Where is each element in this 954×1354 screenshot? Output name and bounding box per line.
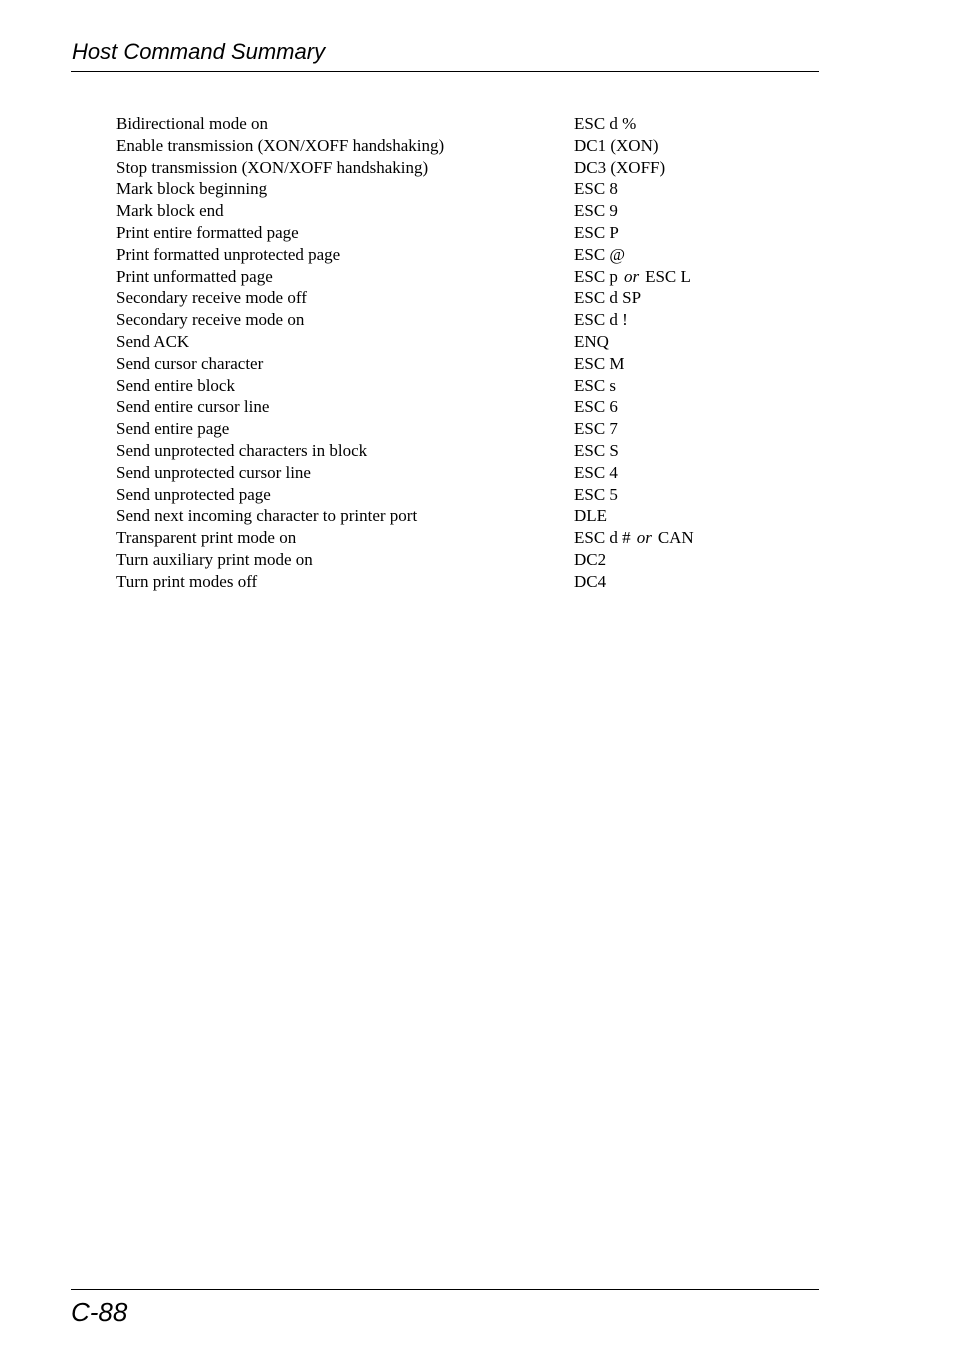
- command-code: [574, 157, 766, 179]
- command-row: [116, 462, 766, 484]
- command-row: [116, 418, 766, 440]
- command-code-part: DLE: [574, 506, 608, 526]
- command-code: [574, 375, 766, 397]
- command-row: [116, 222, 766, 244]
- command-row: [116, 505, 766, 527]
- command-row: [116, 113, 766, 135]
- command-code-part: ESC M: [574, 353, 625, 373]
- command-description: Mark block beginning: [116, 179, 268, 199]
- command-description: Send unprotected cursor line: [116, 462, 311, 482]
- command-description: Send entire cursor line: [116, 397, 270, 417]
- command-code-part: ESC 4: [574, 462, 618, 482]
- command-code: [574, 266, 766, 288]
- command-description: Send next incoming character to printer port: [116, 506, 418, 526]
- command-row: [116, 396, 766, 418]
- command-code-part: ESC S: [574, 440, 619, 460]
- command-description: Print entire formatted page: [116, 222, 299, 242]
- or-separator: or: [623, 266, 640, 286]
- command-code-part: ESC d SP: [574, 288, 642, 308]
- command-code-part: ESC d %: [574, 114, 637, 133]
- command-description: Secondary receive mode off: [116, 288, 307, 308]
- command-code-part: DC1 (XON): [574, 135, 659, 155]
- command-description: Secondary receive mode on: [116, 310, 305, 330]
- command-description: Send cursor character: [116, 353, 264, 373]
- command-code-part: ENQ: [574, 331, 609, 351]
- command-code-part: DC2: [574, 549, 607, 569]
- command-description: Bidirectional mode on: [116, 114, 269, 133]
- command-row: [116, 484, 766, 506]
- command-row: [116, 266, 766, 288]
- command-code: [574, 484, 766, 506]
- command-row: [116, 135, 766, 157]
- command-description: Print formatted unprotected page: [116, 244, 341, 264]
- command-table: [116, 113, 766, 593]
- command-row: [116, 200, 766, 222]
- command-row: [116, 331, 766, 353]
- command-description: Send unprotected page: [116, 484, 271, 504]
- command-code-part: ESC 6: [574, 397, 618, 417]
- command-code-part: ESC L: [645, 266, 691, 286]
- command-row: [116, 309, 766, 331]
- command-row: [116, 549, 766, 571]
- command-code: [574, 135, 766, 157]
- command-description: Stop transmission (XON/XOFF handshaking): [116, 157, 429, 177]
- command-code: [574, 396, 766, 418]
- footer-divider: [71, 1289, 819, 1290]
- command-code-part: ESC d !: [574, 310, 628, 330]
- command-description: Turn print modes off: [116, 571, 258, 591]
- command-description: Mark block end: [116, 201, 224, 221]
- command-row: [116, 571, 766, 593]
- command-code-part: ESC 8: [574, 179, 618, 199]
- command-code-part: ESC p: [574, 266, 618, 286]
- command-code: [574, 287, 766, 309]
- command-description: Send unprotected characters in block: [116, 440, 368, 460]
- command-description: Send entire block: [116, 375, 235, 395]
- command-code: [574, 527, 766, 549]
- command-code: [574, 549, 766, 571]
- command-description: Turn auxiliary print mode on: [116, 549, 313, 569]
- or-separator: or: [636, 528, 652, 548]
- page-number: C-88: [71, 1297, 128, 1327]
- command-code-part: ESC P: [574, 222, 619, 242]
- command-code-part: ESC @: [574, 244, 626, 264]
- command-row: [116, 375, 766, 397]
- command-code: [574, 113, 766, 135]
- command-code: [574, 462, 766, 484]
- command-code: [574, 418, 766, 440]
- command-code-part: ESC 5: [574, 484, 618, 504]
- command-row: [116, 244, 766, 266]
- command-row: [116, 440, 766, 462]
- command-code: [574, 505, 766, 527]
- command-row: [116, 287, 766, 309]
- command-code: [574, 353, 766, 375]
- command-code-part: DC3 (XOFF): [574, 157, 666, 177]
- command-description: Send ACK: [116, 331, 190, 351]
- command-code: [574, 222, 766, 244]
- command-description: Print unformatted page: [116, 266, 273, 286]
- command-description: Transparent print mode on: [116, 528, 297, 548]
- header-divider: [71, 71, 819, 72]
- command-code-part: ESC d #: [574, 528, 631, 548]
- command-code: [574, 244, 766, 266]
- command-row: [116, 527, 766, 549]
- command-code: [574, 440, 766, 462]
- page-header-title: Host Command Summary: [72, 39, 326, 64]
- command-row: [116, 178, 766, 200]
- command-code-part: ESC s: [574, 375, 617, 395]
- command-row: [116, 353, 766, 375]
- command-description: Send entire page: [116, 419, 230, 439]
- command-code: [574, 178, 766, 200]
- command-code: [574, 200, 766, 222]
- command-code: [574, 309, 766, 331]
- command-row: [116, 157, 766, 179]
- command-code: [574, 331, 766, 353]
- command-code-part: ESC 7: [574, 419, 618, 439]
- command-code-part: CAN: [657, 528, 694, 548]
- command-description: Enable transmission (XON/XOFF handshaking): [116, 135, 445, 155]
- command-code: [574, 571, 766, 593]
- command-code-part: ESC 9: [574, 201, 618, 221]
- command-code-part: DC4: [574, 571, 607, 591]
